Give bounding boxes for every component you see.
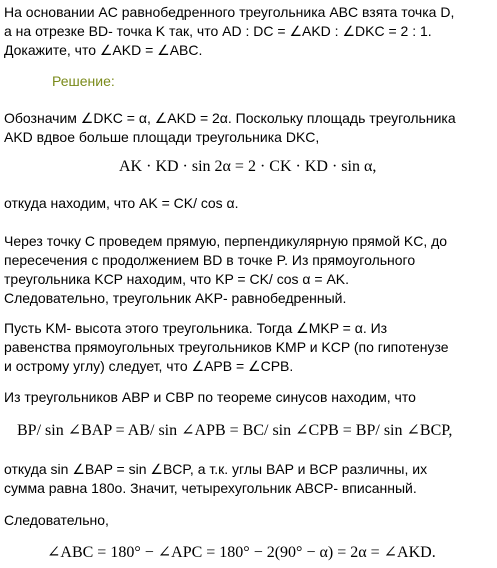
formula-sine-theorem: BP/ sin ∠BAP = AB/ sin ∠APB = BC/ sin ∠CPB = BP/ sin ∠BCP,	[17, 422, 453, 439]
problem-line-1: На основании AC равнобедренного треугольника ABC взята точка D,	[4, 4, 455, 20]
formula-area-equality: AK · KD · sin 2α = 2 · CK · KD · sin α,	[119, 158, 377, 175]
text-line-5: AKD вдвое больше площади треугольника DKC,	[4, 129, 320, 145]
text-line-16: сумма равна 180о. Значит, четырехугольник ABCP- вписанный.	[4, 480, 417, 496]
text-line-12: равенства прямоугольных треугольников KMP и KCP (по гипотенузе	[4, 339, 449, 355]
problem-line-2: а на отрезке BD- точка K так, что AD : DC = ∠AKD : ∠DKC = 2 : 1.	[4, 23, 432, 39]
text-line-15: откуда sin ∠BAP = sin ∠BCP, а т.к. углы BAP и BCP различны, их	[4, 461, 428, 477]
problem-line-3: Докажите, что ∠AKD = ∠ABC.	[4, 42, 203, 58]
text-line-9: треугольника KCP находим, что KP = CK/ cos α = AK.	[4, 271, 350, 287]
text-line-13: и острому углу) следует, что ∠APB = ∠CPB.	[4, 358, 294, 374]
text-line-4: Обозначим ∠DKC = α, ∠AKD = 2α. Поскольку площадь треугольника	[4, 110, 456, 126]
text-line-14: Из треугольников ABP и CBP по теореме синусов находим, что	[4, 389, 416, 405]
text-line-6: откуда находим, что AK = CK/ cos α.	[4, 195, 239, 211]
solution-heading: Решение:	[52, 73, 115, 89]
text-line-17: Следовательно,	[4, 512, 109, 528]
text-line-7: Через точку C проведем прямую, перпендикулярную прямой KC, до	[4, 233, 448, 249]
text-line-10: Следовательно, треугольник AKP- равнобедренный.	[4, 290, 347, 306]
text-line-8: пересечения с продолжением BD в точке P. Из прямоугольного	[4, 252, 416, 268]
text-line-11: Пусть KM- высота этого треугольника. Тогда ∠MKP = α. Из	[4, 320, 388, 336]
formula-conclusion: ∠ABC = 180° − ∠APC = 180° − 2(90° − α) = 2α = ∠AKD.	[47, 544, 436, 561]
